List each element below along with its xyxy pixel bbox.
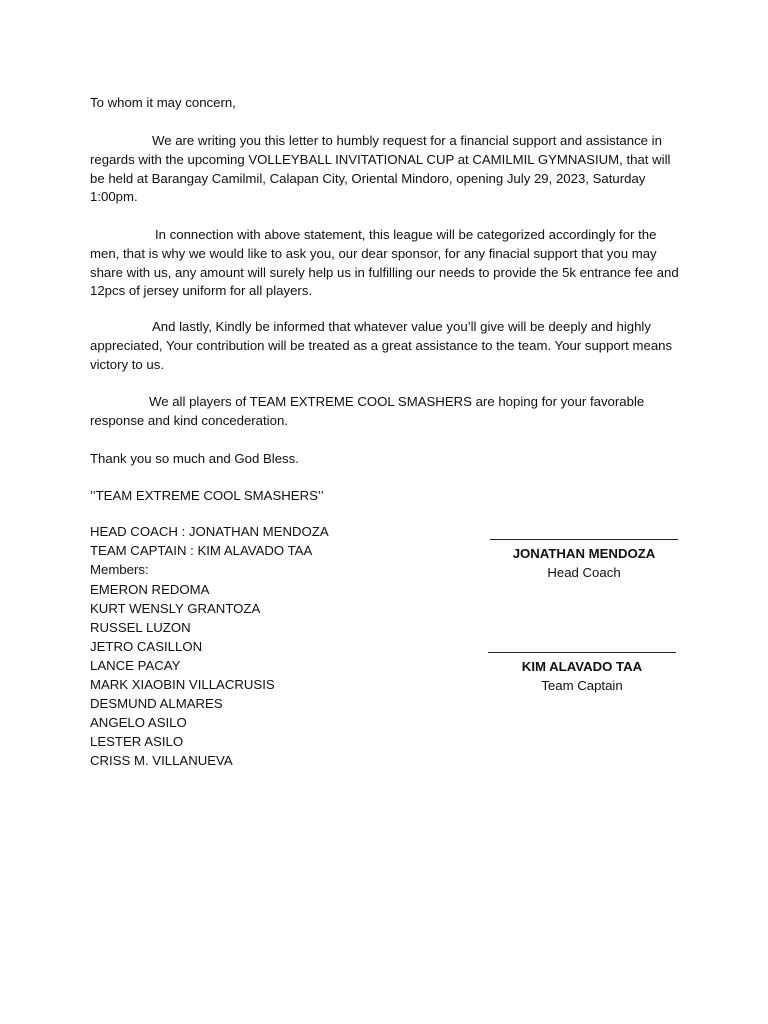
member-item: DESMUND ALMARES [90, 696, 223, 711]
members-list [90, 580, 275, 770]
signatory-title: Team Captain [541, 678, 623, 693]
member-item: LESTER ASILO [90, 734, 184, 749]
member-item: ANGELO ASILO [90, 715, 187, 730]
member-item: EMERON REDOMA [90, 582, 210, 597]
team-name: ’’TEAM EXTREME COOL SMASHERS’’ [90, 488, 324, 503]
letter-paragraph-connection: In connection with above statement, this league will be categorized accordingly for the men, that is why we would like to ask you, our dear sponsor, for any finacial support that you may share with us, any amount will surely help us in fulfilling our needs to provide the 5k entrance fee and 12pcs of jersey uniform for all players. [90, 227, 679, 299]
member-item: CRISS M. VILLANUEVA [90, 753, 233, 768]
signatory-title: Head Coach [547, 565, 621, 580]
signatory-name: KIM ALAVADO TAA [521, 659, 643, 674]
letter-closing: Thank you so much and God Bless. [90, 451, 299, 466]
signature-line [488, 638, 676, 653]
letter-paragraph-hope: We all players of TEAM EXTREME COOL SMASHERS are hoping for your favorable response and kind concederation. [90, 394, 645, 428]
member-item: RUSSEL LUZON [90, 620, 191, 635]
member-item: LANCE PACAY [90, 658, 181, 673]
members-label: Members: [90, 562, 149, 577]
member-item: KURT WENSLY GRANTOZA [90, 601, 261, 616]
signature-line [490, 525, 678, 540]
letter-paragraph-appreciation: And lastly, Kindly be informed that whatever value you’ll give will be deeply and highly appreciated, Your contribution will be treated as a great assistance to the team. Your support means victory to us. [90, 319, 673, 372]
letter-paragraph-request: We are writing you this letter to humbly request for a financial support and assistance in regards with the upcoming VOLLEYBALL INVITATIONAL CUP at CAMILMIL GYMNASIUM, that will be held at Barangay Camilmil, Calapan City, Oriental Mindoro, opening July 29, 2023, Saturday 1:00pm. [90, 133, 671, 205]
signatory-name: JONATHAN MENDOZA [512, 546, 656, 561]
letter-greeting: To whom it may concern, [90, 95, 236, 110]
head-coach-line: HEAD COACH : JONATHAN MENDOZA [90, 524, 329, 539]
member-item: MARK XIAOBIN VILLACRUSIS [90, 677, 275, 692]
member-item: JETRO CASILLON [90, 639, 203, 654]
signature-block-team-captain [482, 638, 682, 695]
signature-block-head-coach [484, 525, 684, 582]
team-captain-line: TEAM CAPTAIN : KIM ALAVADO TAA [90, 543, 313, 558]
